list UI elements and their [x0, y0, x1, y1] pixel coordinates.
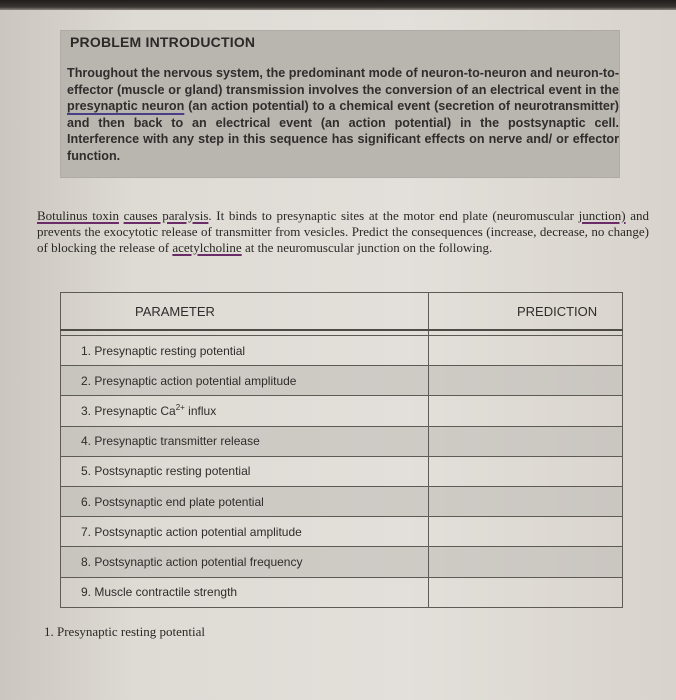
intro-title: PROBLEM INTRODUCTION: [70, 34, 256, 50]
table-header-row: [61, 293, 623, 331]
table-row: [61, 577, 623, 607]
intro-text-part2: (an action potential) to a chemical event (secretion of neurotransmitter) and then back to an electrical event (an action potential) in the postsynaptic cell. Interference with any step in this sequence has significant effects on nerve and/ or effector function.: [67, 99, 619, 163]
question-junction: junction): [578, 208, 626, 223]
intro-underlined-term: presynaptic neuron: [67, 99, 185, 113]
table-row: [61, 486, 623, 516]
question-causes-paralysis: causes paralysis: [123, 208, 209, 223]
top-edge: [0, 0, 676, 10]
prediction-cell[interactable]: [429, 396, 623, 426]
parameter-label-suffix: influx: [184, 404, 217, 419]
prediction-cell[interactable]: [429, 426, 623, 456]
question-paragraph: [37, 208, 649, 256]
header-prediction: PREDICTION: [429, 293, 623, 331]
prediction-cell[interactable]: [429, 517, 623, 547]
intro-text: [67, 65, 619, 164]
header-parameter: PARAMETER: [61, 293, 429, 331]
question-toxin: Botulinus toxin: [37, 208, 119, 223]
parameter-table: [60, 292, 623, 608]
question-part1: . It binds to presynaptic sites at the motor end plate (neuromuscular: [208, 208, 579, 223]
prediction-cell[interactable]: [429, 366, 623, 396]
parameter-cell: 5. Postsynaptic resting potential: [61, 456, 429, 486]
question-part3: at the neuromuscular junction on the following.: [241, 240, 493, 255]
prediction-cell[interactable]: [429, 577, 623, 607]
prediction-cell[interactable]: [429, 547, 623, 577]
parameter-cell: 8. Postsynaptic action potential frequency: [61, 547, 429, 577]
question-acetylcholine: acetylcholine: [172, 240, 242, 255]
intro-text-part1: Throughout the nervous system, the predominant mode of neuron-to-neuron and neuron-to-effector (muscle or gland) transmission involves the conversion of an electrical event in the: [67, 66, 620, 97]
answer-prompt: 1. Presynaptic resting potential: [44, 624, 206, 639]
parameter-cell: 1. Presynaptic resting potential: [61, 336, 429, 366]
parameter-cell: 2. Presynaptic action potential amplitude: [61, 366, 429, 396]
parameter-cell: 9. Muscle contractile strength: [61, 577, 429, 607]
prediction-cell[interactable]: [429, 486, 623, 516]
parameter-cell: 6. Postsynaptic end plate potential: [61, 486, 429, 516]
parameter-cell: 4. Presynaptic transmitter release: [61, 426, 429, 456]
table-row: [61, 366, 623, 396]
prediction-cell[interactable]: [429, 456, 623, 486]
table-row: [61, 396, 623, 426]
table-row: [61, 336, 623, 366]
parameter-label: 3. Presynaptic Ca: [81, 404, 176, 419]
prediction-cell[interactable]: [429, 336, 623, 366]
table-row: [61, 517, 623, 547]
table-row: [61, 426, 623, 456]
parameter-cell: [61, 396, 429, 426]
table-row: [61, 547, 623, 577]
question-part2: and prevents the exocytotic release of transmitter from vesicles. Predict the consequences (increase, decrease, no change) of blocking the release of: [37, 208, 650, 255]
superscript-charge: 2+: [175, 403, 185, 413]
parameter-cell: 7. Postsynaptic action potential amplitude: [61, 517, 429, 547]
table-row: [61, 456, 623, 486]
